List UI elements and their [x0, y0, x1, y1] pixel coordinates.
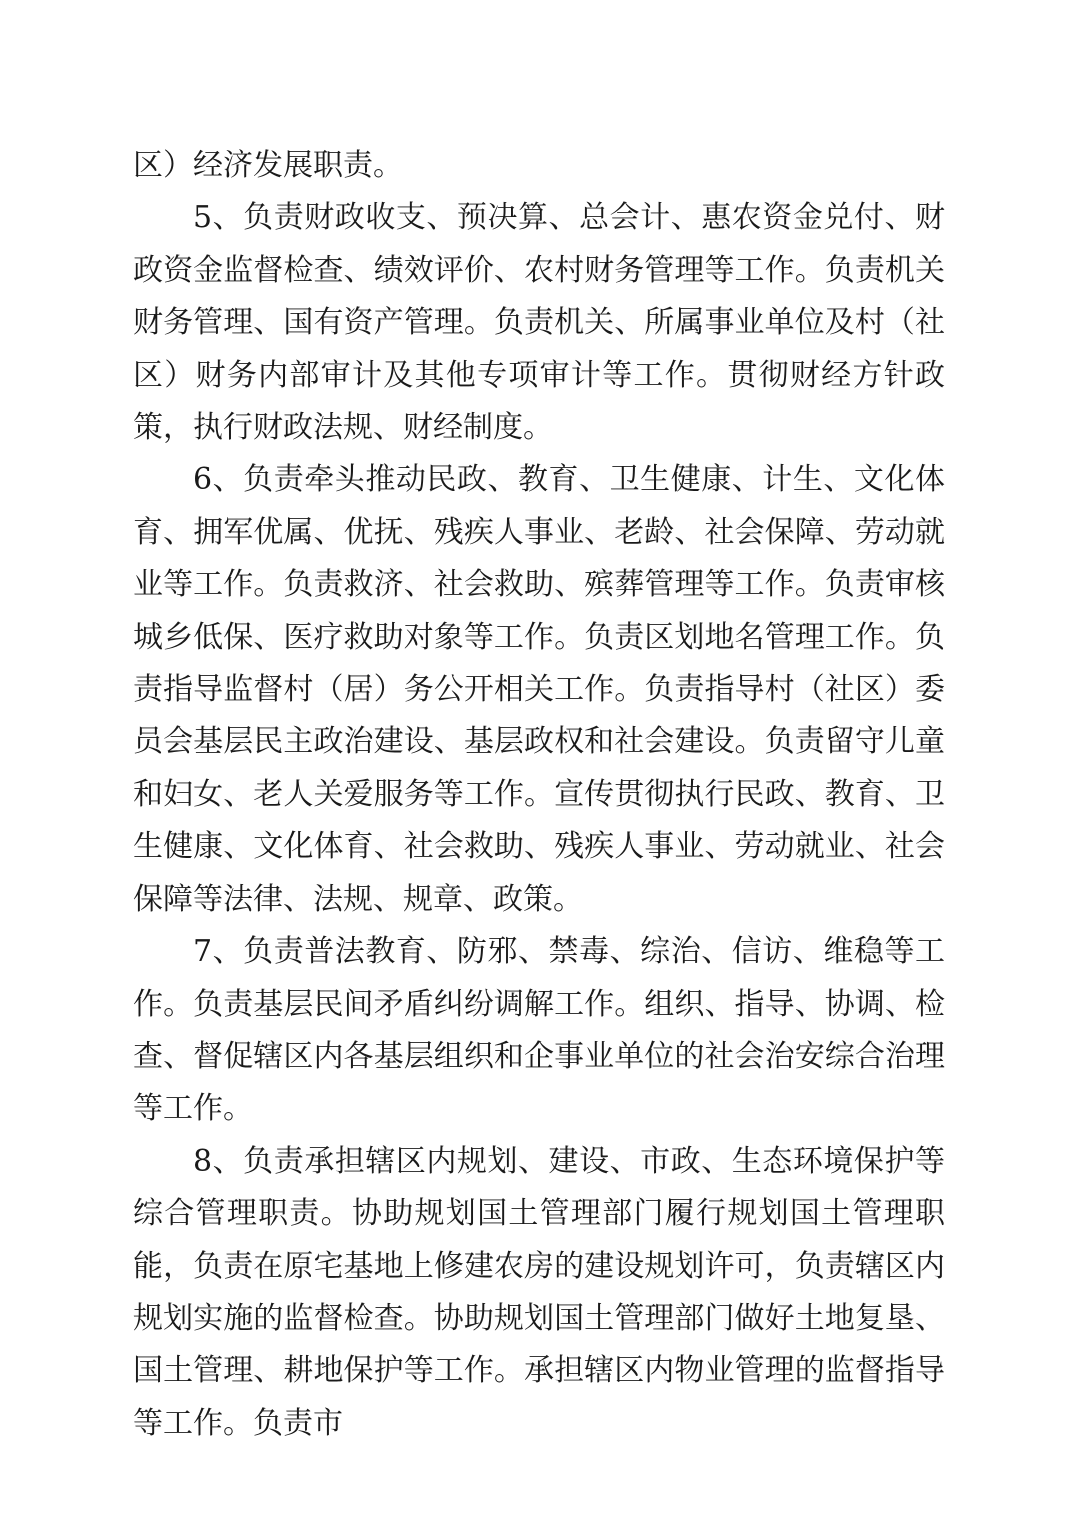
document-body	[133, 140, 945, 1450]
paragraph-continuation: 区）经济发展职责。	[133, 148, 403, 183]
paragraph-item-7: 7、负责普法教育、防邪、禁毒、综治、信访、维稳等工作。负责基层民间矛盾纠纷调解工作。组织、指导、协调、检查、督促辖区内各基层组织和企事业单位的社会治安综合治理等工作。	[133, 934, 945, 1127]
paragraph-item-8: 8、负责承担辖区内规划、建设、市政、生态环境保护等综合管理职责。协助规划国土管理部门履行规划国土管理职能，负责在原宅基地上修建农房的建设规划许可，负责辖区内规划实施的监督检查。协助规划国土管理部门做好土地复垦、国土管理、耕地保护等工作。承担辖区内物业管理的监督指导等工作。负责市	[133, 1143, 945, 1441]
paragraph-item-6: 6、负责牵头推动民政、教育、卫生健康、计生、文化体育、拥军优属、优抚、残疾人事业、老龄、社会保障、劳动就业等工作。负责救济、社会救助、殡葬管理等工作。负责审核城乡低保、医疗救助对象等工作。负责区划地名管理工作。负责指导监督村（居）务公开相关工作。负责指导村（社区）委员会基层民主政治建设、基层政权和社会建设。负责留守儿童和妇女、老人关爱服务等工作。宣传贯彻执行民政、教育、卫生健康、文化体育、社会救助、残疾人事业、劳动就业、社会保障等法律、法规、规章、政策。	[133, 462, 945, 917]
paragraph-item-5: 5、负责财政收支、预决算、总会计、惠农资金兑付、财政资金监督检查、绩效评价、农村财务管理等工作。负责机关财务管理、国有资产管理。负责机关、所属事业单位及村（社区）财务内部审计及其他专项审计等工作。贯彻财经方针政策，执行财政法规、财经制度。	[133, 200, 945, 446]
